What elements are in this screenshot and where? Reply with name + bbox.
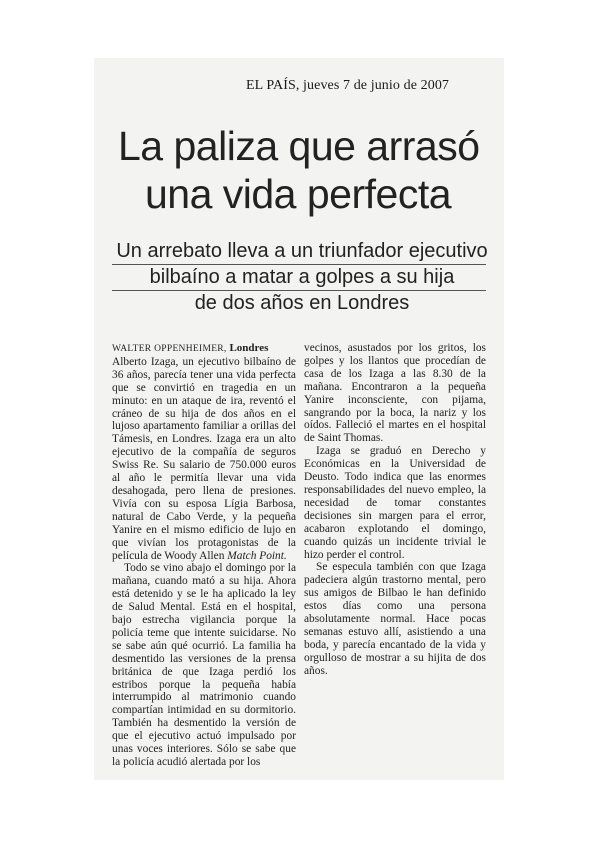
- headline: [118, 122, 478, 218]
- headline-line-2: una vida perfecta: [144, 171, 452, 217]
- article-paragraph-4: Se especula también con que Izaga padeciera algún trastorno mental, pero sus amigos de Bilbao le han definido estos días como una persona absolutamente normal. Hace pocas semanas estuvo allí, asistiendo a una boda, y parecía encantado de la vida y orgulloso de mostrar a su hijita de dos años.: [304, 561, 486, 677]
- subhead-line-2: bilbaíno a matar a golpes a su hija: [149, 266, 455, 288]
- byline-location: Londres: [229, 342, 269, 354]
- article-paragraph-2: Todo se vino abajo el domingo por la mañana, cuando mató a su hija. Ahora está detenido y se le ha aplicado la ley de Salud Mental. Está en el hospital, bajo estrecha vigilancia porque la policía teme que intente suicidarse. No se sabe aún qué ocurrió. La familia ha desmentido las versiones de la prensa británica de que Izaga perdió los estribos porque la pequeña había interrumpido al matrimonio cuando compartían intimidad en su dormitorio. También ha desmentido la versión de que el ejecutivo actuó impulsado por unas voces interiores. Sólo se sabe que la policía acudió alertada por los: [112, 562, 296, 768]
- film-title: Match Point.: [227, 549, 287, 562]
- article-paragraph-2-continued: vecinos, asustados por los gritos, los golpes y los llantos que procedían de casa de los Izaga a las 8.30 de la mañana. Encontraron a la pequeña Yanire inconsciente, con pijama, sangrando por la boca, la nariz y los oídos. Falleció el martes en el hospital de Saint Thomas.: [304, 342, 486, 445]
- article-paragraph-3: Izaga se graduó en Derecho y Económicas en la Universidad de Deusto. Todo indica que las enormes responsabilidades del nuevo empleo, la necesidad de tomar constantes decisiones sin margen para el error, acabaron explotando el domingo, cuando quizás un incidente trivial le hizo perder el control.: [304, 445, 486, 561]
- subhead-line-1: Un arrebato lleva a un triunfador ejecutivo: [116, 240, 488, 262]
- byline-author: WALTER OPPENHEIMER,: [112, 344, 227, 354]
- subhead-line-3: de dos años en Londres: [194, 292, 410, 314]
- paragraph-1-text: Alberto Izaga, un ejecutivo bilbaíno de 36 años, parecía tener una vida perfecta que se convirtió en tragedia en un minuto: en un ataque de ira, reventó el cráneo de su hija de dos años en el lujoso apartamento familiar a orillas del Támesis, en Londres. Izaga era un alto ejecutivo de la compañía de seguros Swiss Re. Su salario de 750.000 euros al año le permitía llevar una vida desahogada, pero llena de presiones. Vivía con su esposa Lígia Barbosa, natural de Cabo Verde, y la pequeña Yanire en el mismo edificio de lujo en que vivían los protagonistas de la película de Woody Allen: [112, 355, 296, 562]
- article-column-right: [304, 342, 486, 678]
- article-paragraph-1: [112, 342, 296, 562]
- article-column-left: [112, 342, 296, 769]
- subheadline: [112, 238, 492, 316]
- headline-line-1: La paliza que arrasó: [118, 123, 480, 169]
- dateline: EL PAÍS, jueves 7 de junio de 2007: [246, 78, 450, 93]
